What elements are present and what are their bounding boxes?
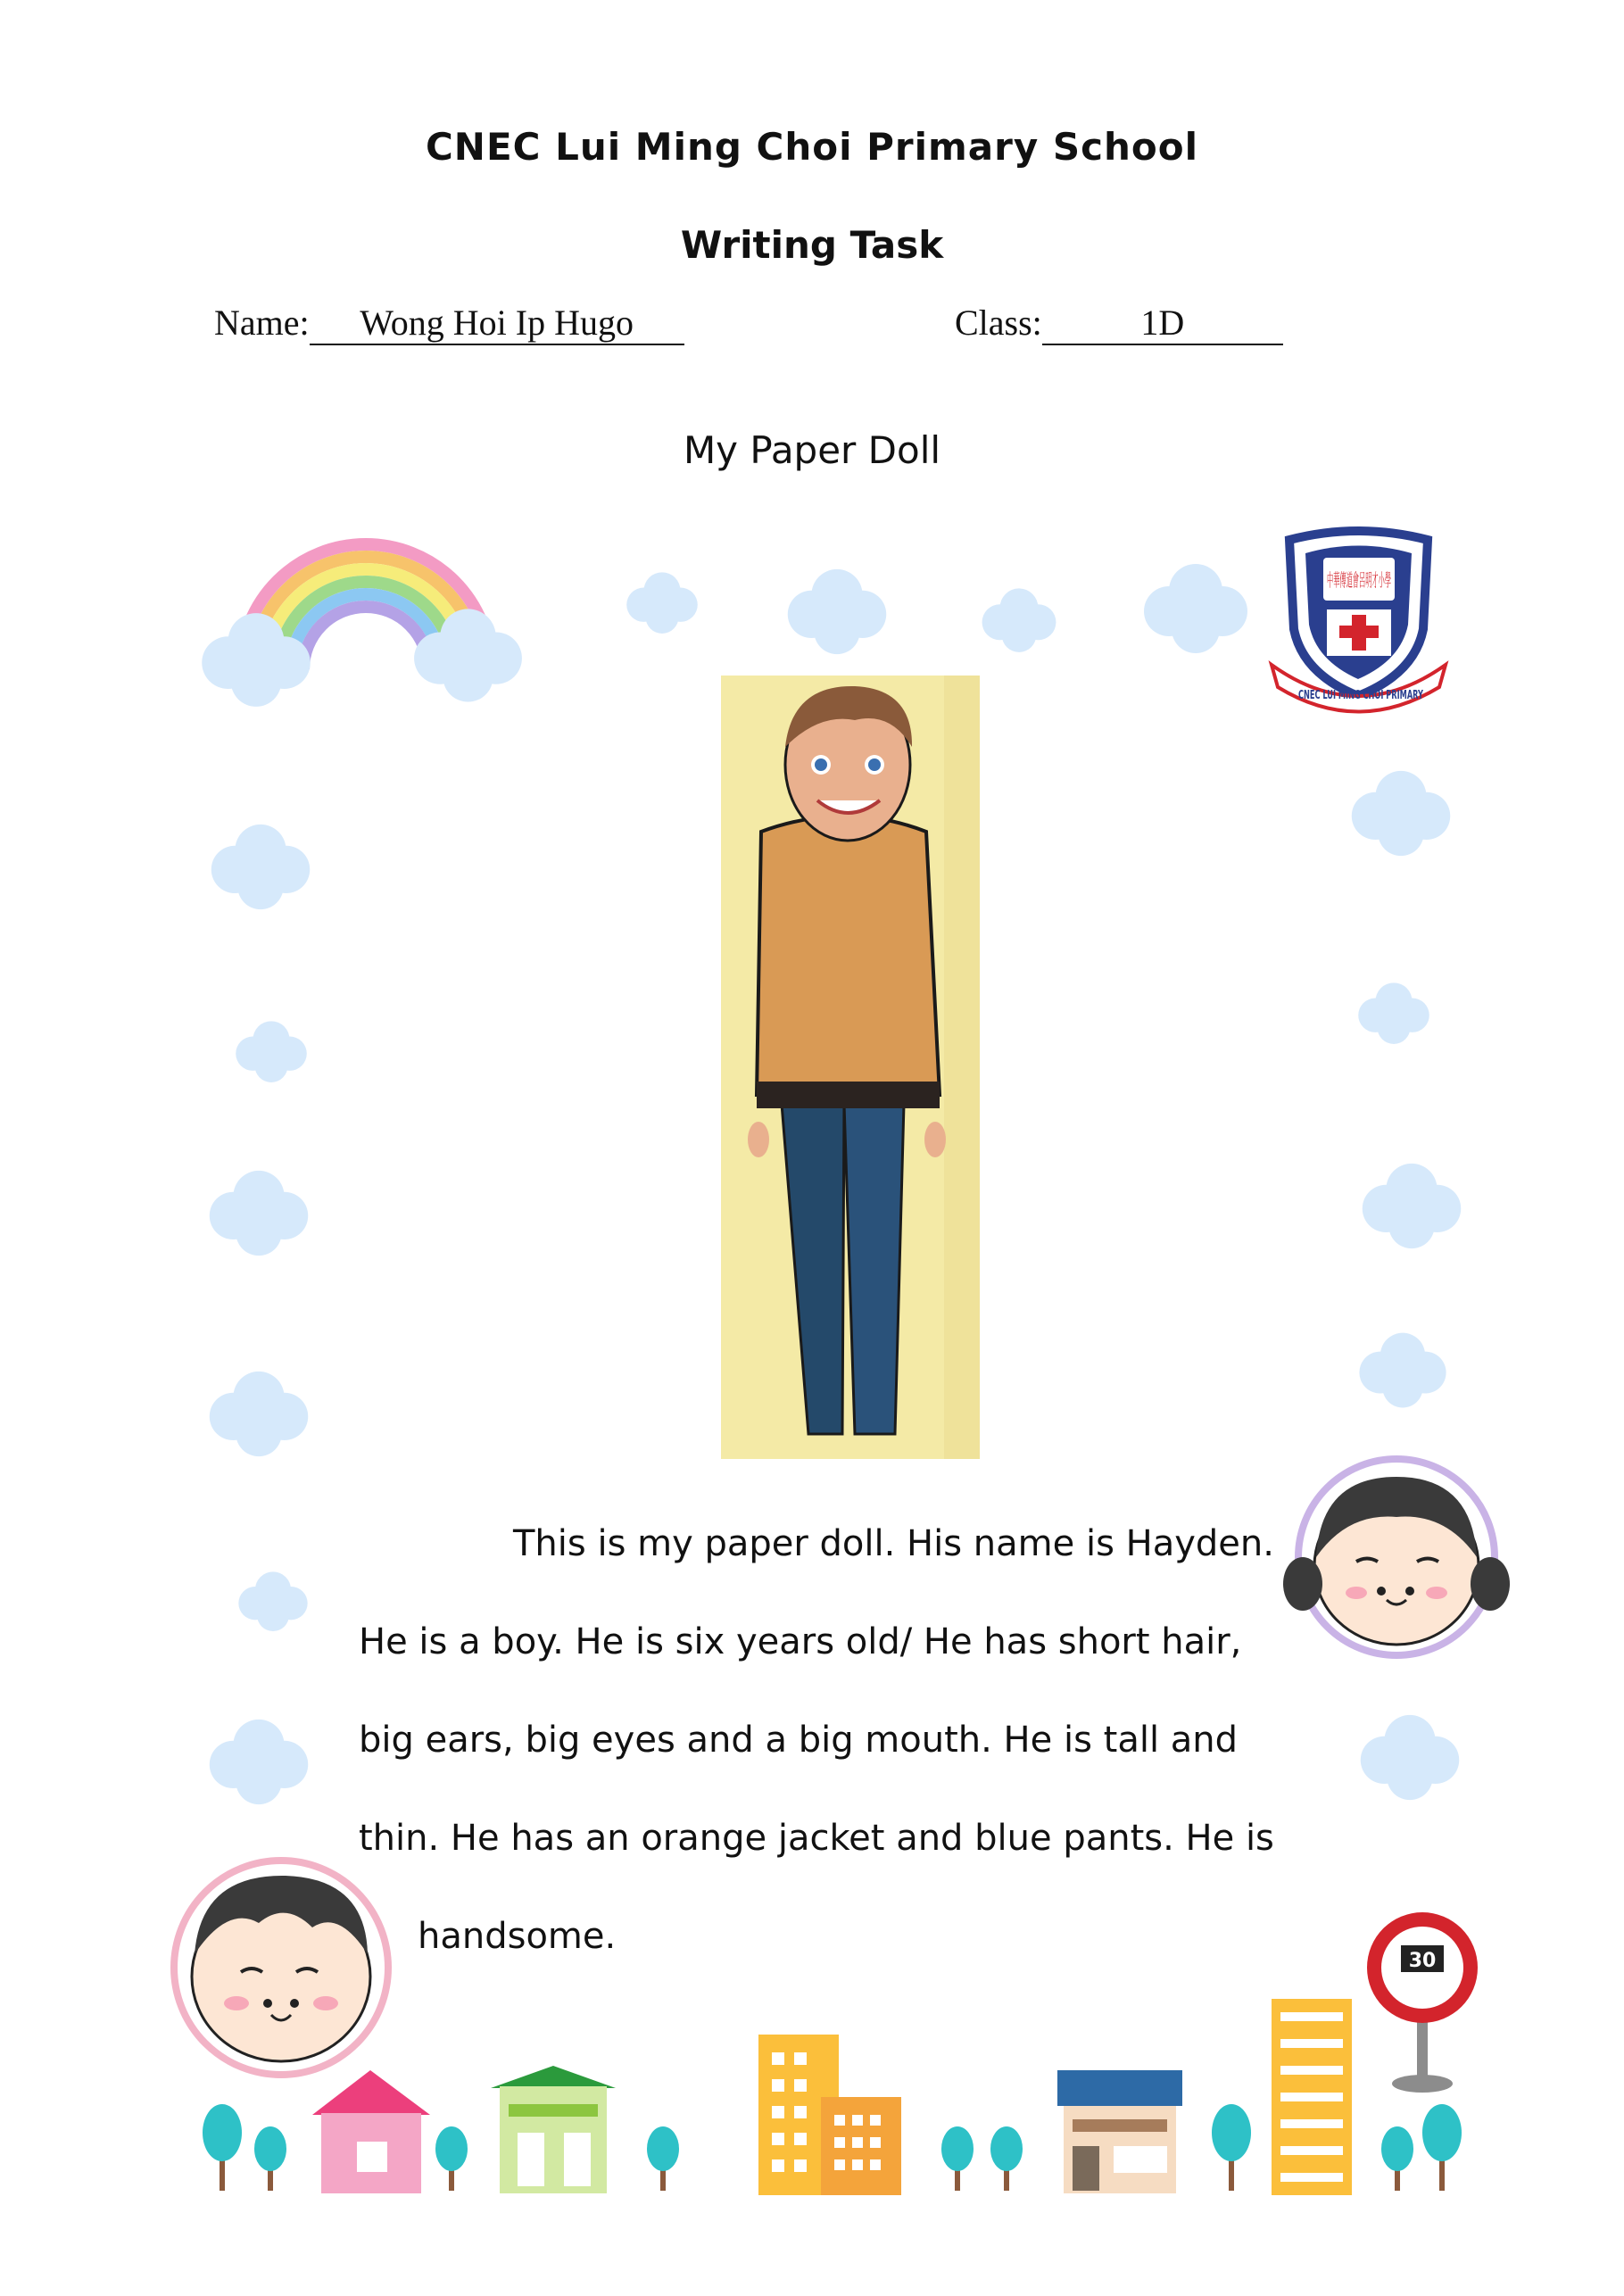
- cloud-icon: [1142, 562, 1249, 656]
- bus-route-number: 30: [1408, 1950, 1437, 1972]
- cloud-icon: [205, 1718, 312, 1807]
- paragraph-line: handsome.: [418, 1916, 617, 1957]
- paper-doll-photo: [721, 676, 980, 1459]
- cloud-icon: [783, 568, 891, 657]
- class-value: 1D: [1042, 303, 1283, 345]
- name-label: Name:: [214, 303, 310, 343]
- cloud-icon: [1358, 1162, 1465, 1251]
- cloud-icon: [232, 1020, 311, 1084]
- class-field: [955, 302, 1283, 345]
- cloud-icon: [980, 587, 1058, 654]
- task-title: Writing Task: [680, 223, 944, 267]
- cloud-icon: [1347, 769, 1454, 858]
- name-field: [214, 302, 684, 345]
- cloud-icon: [205, 1169, 312, 1258]
- cloud-icon: [1356, 1713, 1463, 1803]
- cloud-icon: [623, 571, 701, 635]
- doll-title: My Paper Doll: [683, 428, 941, 472]
- paragraph-line: This is my paper doll. His name is Hayden.: [513, 1523, 1274, 1564]
- cloud-icon: [198, 611, 314, 709]
- cloud-icon: [1349, 1331, 1456, 1410]
- logo-chinese-text: 中華傳道會呂明才小學: [1327, 569, 1391, 591]
- school-logo: [1263, 522, 1454, 723]
- class-label: Class:: [955, 303, 1042, 343]
- cloud-icon: [234, 1571, 312, 1633]
- paragraph-line: He is a boy. He is six years old/ He has short hair,: [359, 1621, 1242, 1662]
- girl-face-icon: [1267, 1441, 1526, 1664]
- paragraph-line: big ears, big eyes and a big mouth. He is tall and: [359, 1720, 1239, 1761]
- tree-icon: [203, 2104, 286, 2191]
- cloud-icon: [412, 607, 524, 705]
- cloud-icon: [1355, 982, 1433, 1046]
- paragraph-line: thin. He has an orange jacket and blue pants. He is: [359, 1818, 1274, 1859]
- town-skyline: [196, 1999, 1481, 2204]
- school-name: CNEC Lui Ming Choi Primary School: [425, 125, 1199, 169]
- name-value: Wong Hoi Ip Hugo: [310, 303, 684, 345]
- logo-ribbon-text: CNEC LUI MING CHOI PRIMARY: [1298, 689, 1424, 702]
- cloud-icon: [205, 1370, 312, 1459]
- cloud-icon: [207, 823, 314, 912]
